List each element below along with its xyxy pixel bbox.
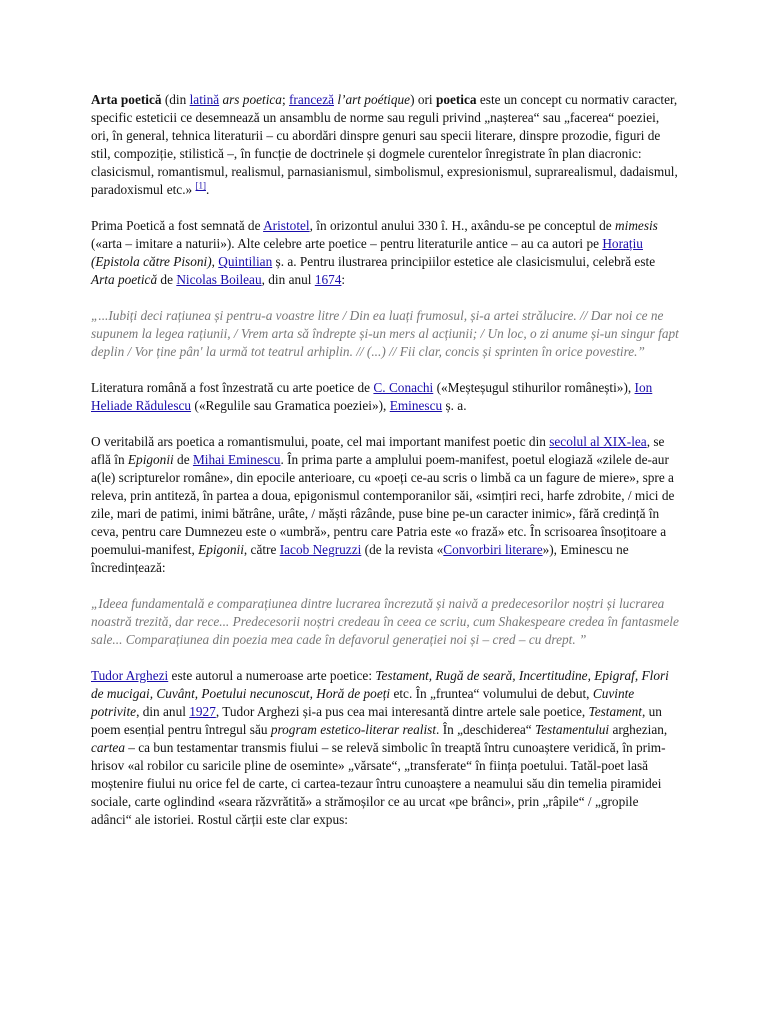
link-negruzzi[interactable]: Iacob Negruzzi <box>279 542 362 557</box>
link-arghezi[interactable]: Tudor Arghezi <box>91 668 169 683</box>
link-aristotel[interactable]: Aristotel <box>263 218 310 233</box>
quote-eminescu: „Ideea fundamentală e comparațiunea dintre lucrarea încrezută și naivă a predecesorilor noștri și lucrarea noastră trezită, dar rece... Predecesorii noștri credeau în ceea ce scriu, cum Shakespeare credea în fantasmele sale... Comparațiunea din poezia mea cade în defavorul generației noi și – cred – cu drept. ” <box>91 596 679 647</box>
link-secolul[interactable]: secolul al XIX-lea <box>549 434 647 449</box>
link-heliade[interactable]: Ion Heliade Rădulescu <box>91 380 653 413</box>
reference-link[interactable]: [1] <box>195 180 206 191</box>
paragraph-intro: Arta poetică (din latină ars poetica; franceză l’art poétique) ori poetica este un concept cu normativ caracter, specific esteticii ce desemnează un ansamblu de norme sau reguli privind „nașterea“ sau „facerea“ poeziei, ori, în general, tehnica literaturii – cu abordări dinspre genuri sau specii literare, dinspre prozodie, figuri de stil, compoziție, stilistică –, în funcție de doctrinele și dogmele curentelor înregistrate în plan diacronic: clasicismul, romantismul, realismul, parnasianismul, simbolismul, expresionismul, suprarealismul, dadaismul, paradoxismul etc.» [1]. <box>91 92 678 197</box>
link-boileau[interactable]: Nicolas Boileau <box>176 272 262 287</box>
paragraph-classical: Prima Poetică a fost semnată de Aristotel, în orizontul anului 330 î. H., axându-se pe conceptul de mimesis («arta – imitare a naturii»). Alte celebre arte poetice – pentru literaturile antice – au ca autori pe Horațiu (Epistola către Pisoni), Quintilian ș. a. Pentru ilustrarea principiilor estetice ale clasicismului, celebră este Arta poetică de Nicolas Boileau, din anul 1674: <box>91 218 658 287</box>
term-title: Arta poetică <box>91 92 162 107</box>
paragraph-arghezi: Tudor Arghezi este autorul a numeroase arte poetice: Testament, Rugă de seară, Incertitudine, Epigraf, Flori de mucigai, Cuvânt, Poetului necunoscut, Horă de poeți etc. În „fruntea“ volumului de debut, Cuvinte potrivite, din anul 1927, Tudor Arghezi și-a pus cea mai interesantă dintre artele sale poetice, Testament, un poem esențial pentru întregul său program estetico-literar realist. În „deschiderea“ Testamentului arghezian, cartea – ca bun testamentar transmis fiului – se relevă simbolic în treaptă întru cunoaștere veridică, în prim-hrisov «al robilor cu saricile pline de oseminte» „vărsate“, „transferate“ în ființa poetului. Tatăl-poet lasă moștenire fiului nu orice fel de carte, ci cartea-tezaur întru cunoaștere a neamului său din temelia piramidei sociale, carte oglindind «seara răzvrătită» a strămoșilor ce au urcat «pe brânci», prin „râpile“ / „gropile adânci“ ale istoriei. Rostul cărții este clar expus: <box>91 668 669 827</box>
link-1927[interactable]: 1927 <box>189 704 216 719</box>
link-quintilian[interactable]: Quintilian <box>218 254 273 269</box>
paragraph-romanticism: O veritabilă ars poetica a romantismului, poate, cel mai important manifest poetic din secolul al XIX-lea, se află în Epigonii de Mihai Eminescu. În prima parte a amplului poem-manifest, poetul elogiază «zilele de-aur a(le) scripturelor române», din epocile anterioare, cu «poeți ce-au scris o limbă ca un fagure de miere», spre a releva, prin antiteză, în partea a doua, epigonismul contemporanilor săi, «simțiri reci, harfe zdrobite, / mici de zile, mari de patimi, inimi bătrâne, urâte, / măști râzânde, puse bine pe-un caracter inimic», fără credință în ceva, pentru care Dumnezeu este o «umbră», pentru care Patria este «o frază» etc. În scrisoarea însoțitoare a poemului-manifest, Epigonii, către Iacob Negruzzi (de la revista «Convorbiri literare»), Eminescu ne încredințează: <box>91 434 675 575</box>
article-body <box>91 91 679 847</box>
link-horatiu[interactable]: Horațiu <box>602 236 643 251</box>
link-convorbiri[interactable]: Convorbiri literare <box>443 542 543 557</box>
link-1674[interactable]: 1674 <box>314 272 342 287</box>
link-franceza[interactable]: franceză <box>288 92 334 107</box>
link-mihai-eminescu[interactable]: Mihai Eminescu <box>192 452 281 467</box>
quote-boileau: „...Iubiți deci rațiunea și pentru-a voastre litre / Din ea luați frumosul, și-a artei strălucire. // Dar noi ce ne supunem la legea rațiunii, / Vrem arta să îndrepte și-un mers al acțiunii; / Un loc, o zi anume și-un singur fapt deplin / Vor ține pân' la urmă tot teatrul arhiplin. // (...) // Fii clar, concis și sprinten în orice povestire.” <box>91 308 679 359</box>
paragraph-romanian: Literatura română a fost înzestrată cu arte poetice de C. Conachi («Meșteșugul stihurilor românești»), Ion Heliade Rădulescu («Regulile sau Gramatica poeziei»), Eminescu ș. a. <box>91 380 653 413</box>
link-latina[interactable]: latină <box>189 92 220 107</box>
link-conachi[interactable]: C. Conachi <box>373 380 434 395</box>
link-eminescu[interactable]: Eminescu <box>389 398 443 413</box>
